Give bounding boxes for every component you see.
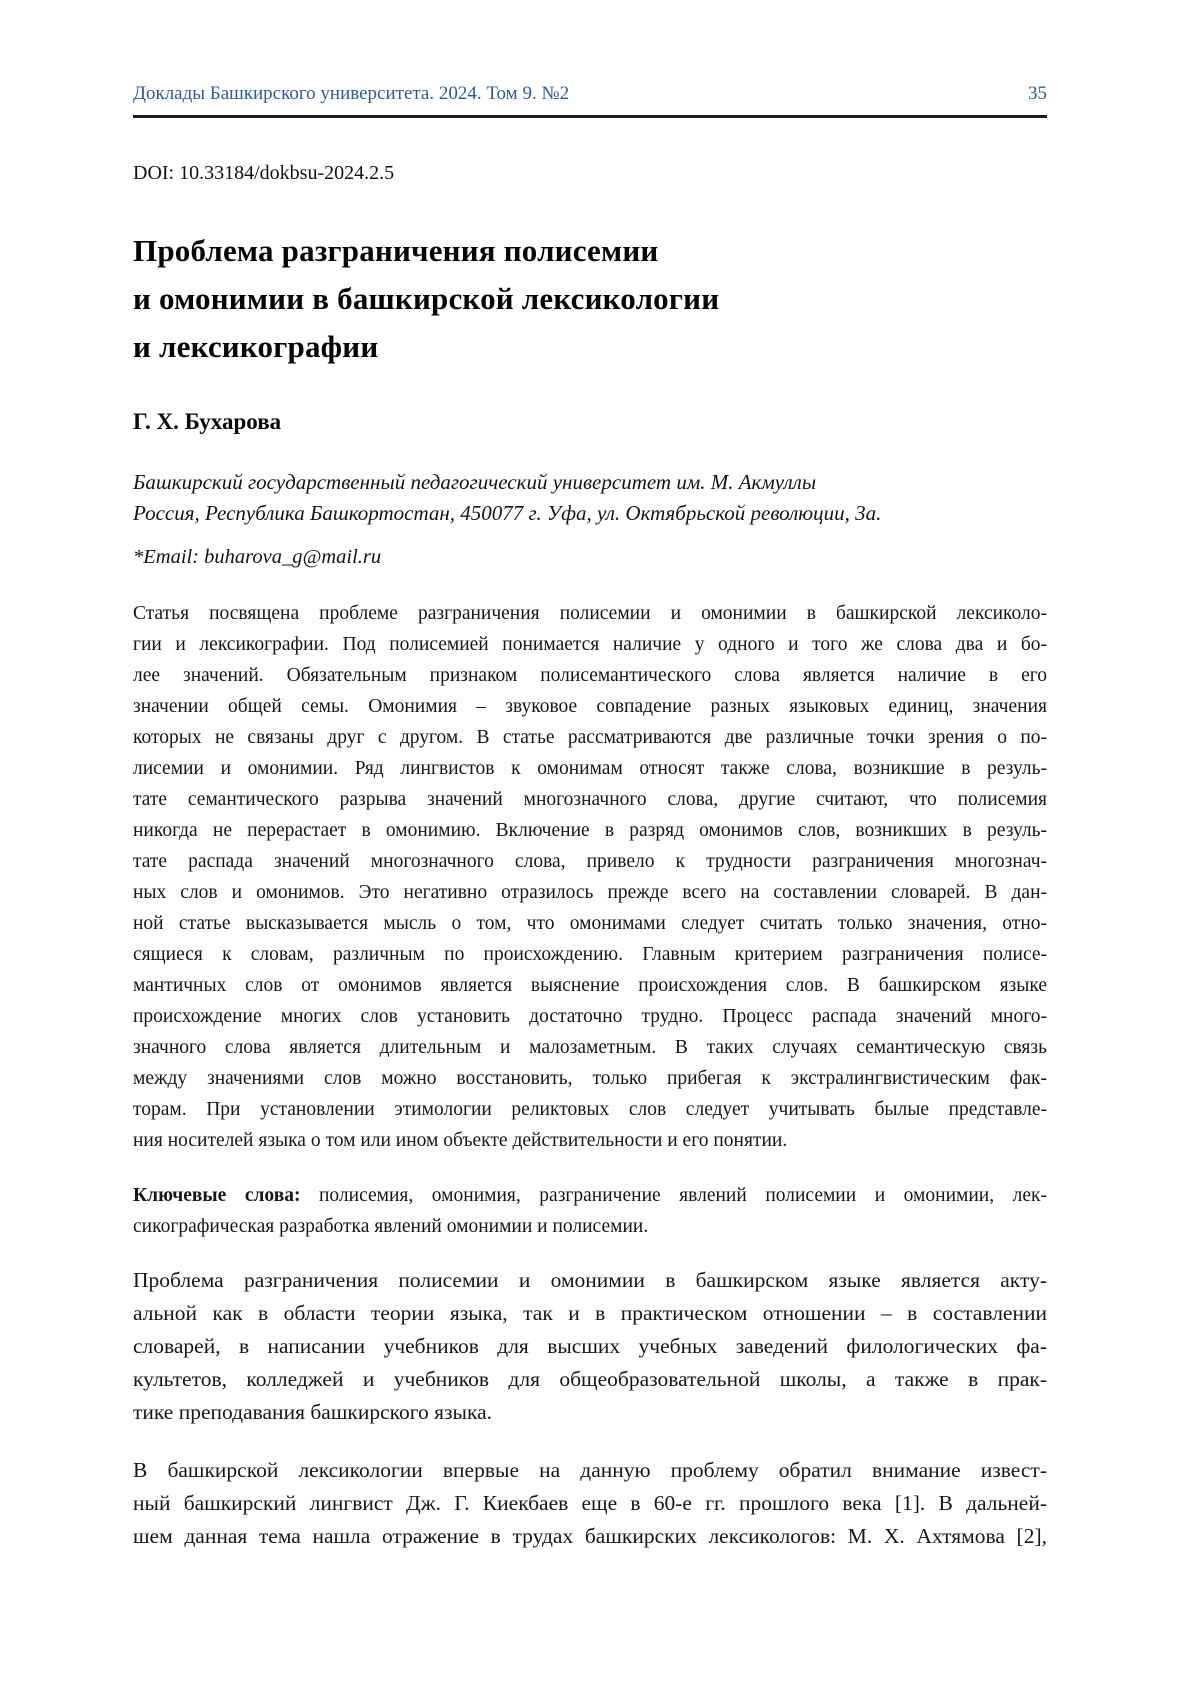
- affiliation: [133, 467, 1047, 529]
- body-text-line: культетов, колледжей и учебников для общеобразовательной школы, а также в прак-: [133, 1367, 1047, 1391]
- abstract-line: Статья посвящена проблеме разграничения полисемии и омонимии в башкирской лексиколо-: [133, 603, 1047, 624]
- article-title-line: и омонимии в башкирской лексикологии: [133, 281, 720, 316]
- abstract-line: лисемии и омонимии. Ряд лингвистов к омонимам относят также слова, возникшие в резуль-: [133, 758, 1047, 779]
- abstract-line: гии и лексикографии. Под полисемией понимается наличие у одного и того же слова два и бо-: [133, 634, 1047, 655]
- abstract-line: тате семантического разрыва значений многозначного слова, другие считают, что полисемия: [133, 789, 1047, 810]
- affiliation-line: Россия, Республика Башкортостан, 450077 г. Уфа, ул. Октябрьской революции, 3а.: [133, 501, 882, 525]
- abstract-line: происхождение многих слов установить достаточно трудно. Процесс распада значений много-: [133, 1006, 1047, 1027]
- abstract-line: значении общей семы. Омонимия – звуковое совпадение разных языковых единиц, значения: [133, 696, 1047, 717]
- abstract-line: торам. При установлении этимологии реликтовых слов следует учитывать былые представле-: [133, 1099, 1047, 1120]
- keywords-line: сикографическая разработка явлений омонимии и полисемии.: [133, 1216, 649, 1237]
- running-header: [133, 0, 1047, 106]
- doi-line: DOI: 10.33184/dokbsu-2024.2.5: [133, 162, 395, 184]
- article-title-line: Проблема разграничения полисемии: [133, 233, 659, 268]
- abstract-line: между значениями слов можно восстановить, только прибегая к экстралингвистическим фак-: [133, 1068, 1047, 1089]
- keywords: [133, 1180, 1047, 1242]
- abstract-line: ной статье высказывается мысль о том, что омонимами следует считать только значения, отно-: [133, 913, 1047, 934]
- abstract-line: сящиеся к словам, различным по происхождению. Главным критерием разграничения полисе-: [133, 944, 1047, 965]
- keywords-text: полисемия, омонимия, разграничение явлений полисемии и омонимии, лек-: [300, 1185, 1047, 1206]
- keywords-label: Ключевые слова:: [133, 1185, 301, 1206]
- body-paragraph: [133, 1454, 1047, 1553]
- abstract-line: ных слов и омонимов. Это негативно отразилось прежде всего на составлении словарей. В дан-: [133, 882, 1047, 903]
- author-name: Г. Х. Бухарова: [133, 409, 282, 434]
- page-content: [133, 0, 1047, 1553]
- article-title: [133, 227, 1047, 371]
- abstract-line: лее значений. Обязательным признаком полисемантического слова является наличие в его: [133, 665, 1047, 686]
- journal-title: Доклады Башкирского университета. 2024. Том 9. №2: [133, 83, 570, 104]
- keywords-line: [133, 1180, 1047, 1211]
- abstract-line: которых не связаны друг с другом. В статье рассматриваются две различные точки зрения о по-: [133, 727, 1047, 748]
- email-line: *Email: buharova_g@mail.ru: [133, 546, 382, 568]
- abstract: [133, 598, 1047, 1156]
- body-text-line: шем данная тема нашла отражение в трудах башкирских лексикологов: М. Х. Ахтямова [2],: [133, 1524, 1047, 1548]
- abstract-line: значного слова является длительным и малозаметным. В таких случаях семантическую связь: [133, 1037, 1047, 1058]
- body-paragraph: [133, 1264, 1047, 1429]
- header-rule: [133, 115, 1047, 118]
- body-text-line: словарей, в написании учебников для высших учебных заведений филологических фа-: [133, 1334, 1047, 1358]
- abstract-line: тате распада значений многозначного слова, привело к трудности разграничения многознач-: [133, 851, 1047, 872]
- page-number: 35: [1028, 83, 1047, 104]
- body-text-line: ный башкирский лингвист Дж. Г. Киекбаев еще в 60-е гг. прошлого века [1]. В дальней-: [133, 1491, 1047, 1515]
- affiliation-line: Башкирский государственный педагогический университет им. М. Акмуллы: [133, 470, 817, 494]
- article-title-line: и лексикографии: [133, 329, 379, 364]
- body-text-line: тике преподавания башкирского языка.: [133, 1400, 492, 1424]
- abstract-line: никогда не перерастает в омонимию. Включение в разряд омонимов слов, возникших в резуль-: [133, 820, 1047, 841]
- body-text-line: В башкирской лексикологии впервые на данную проблему обратил внимание извест-: [133, 1458, 1047, 1482]
- body-text-line: альной как в области теории языка, так и в практическом отношении – в составлении: [133, 1301, 1047, 1325]
- abstract-line: ния носителей языка о том или ином объекте действительности и его понятии.: [133, 1130, 788, 1151]
- body-text-line: Проблема разграничения полисемии и омонимии в башкирском языке является акту-: [133, 1268, 1047, 1292]
- abstract-line: мантичных слов от омонимов является выяснение происхождения слов. В башкирском языке: [133, 975, 1047, 996]
